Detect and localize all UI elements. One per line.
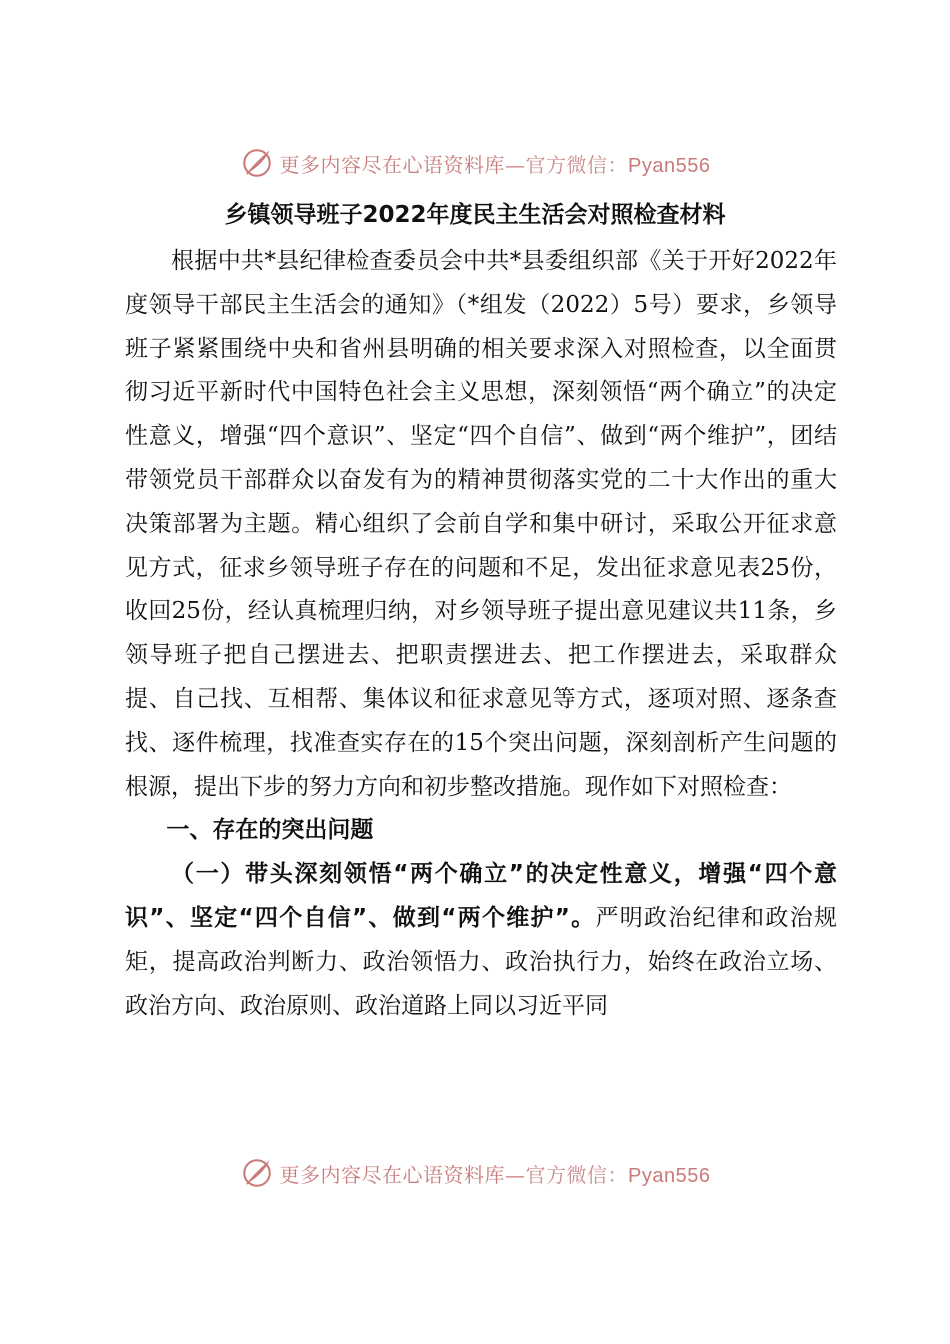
intro-paragraph: 根据中共*县纪律检查委员会中共*县委组织部《关于开好2022年度领导干部民主生活会的通知》（*组发（2022）5号）要求，乡领导班子紧紧围绕中央和省州县明确的相关要求深入对照检查，以全面贯彻习近平新时代中国特色社会主义思想，深刻领悟“两个确立”的决定性意义，增强“四个意识”、坚定“四个自信”、做到“两个维护”，团结带领党员干部群众以奋发有为的精神贯彻落实党的二十大作出的重大决策部署为主题。精心组织了会前自学和集中研讨，采取公开征求意见方式，征求乡领导班子存在的问题和不足，发出征求意见表25份，收回25份，经认真梳理归纳，对乡领导班子提出意见建议共11条，乡领导班子把自己摆进去、把职责摆进去、把工作摆进去，采取群众提、自己找、互相帮、集体议和征求意见等方式，逐项对照、逐条查找、逐件梳理，找准查实存在的15个突出问题，深刻剖析产生问题的根源，提出下步的努力方向和初步整改措施。现作如下对照检查：: [125, 248, 837, 800]
watermark-banner-top: [0, 143, 950, 183]
subsection-paragraph: [125, 853, 837, 1028]
section-heading: 一、存在的突出问题: [166, 817, 374, 844]
document-title: 乡镇领导班子2022年度民主生活会对照检查材料: [224, 202, 726, 228]
watermark-text: 更多内容尽在心语资料库—官方微信：Pyan556: [279, 152, 711, 177]
document-body: [125, 240, 837, 1028]
subsection-heading: （一）带头深刻领悟“两个确立”的决定性意义，增强“四个意识”、坚定“四个自信”、做到“两个维护”。: [125, 861, 837, 931]
watermark-text: 更多内容尽在心语资料库—官方微信：Pyan556: [279, 1162, 711, 1187]
subsection-text: 严明政治纪律和政治规矩，提高政治判断力、政治领悟力、政治执行力，始终在政治立场、政治方向、政治原则、政治道路上同以习近平同: [125, 904, 837, 1019]
quill-logo-icon: [240, 1156, 274, 1190]
quill-logo-icon: [240, 146, 274, 180]
watermark-banner-bottom: [0, 1153, 950, 1193]
